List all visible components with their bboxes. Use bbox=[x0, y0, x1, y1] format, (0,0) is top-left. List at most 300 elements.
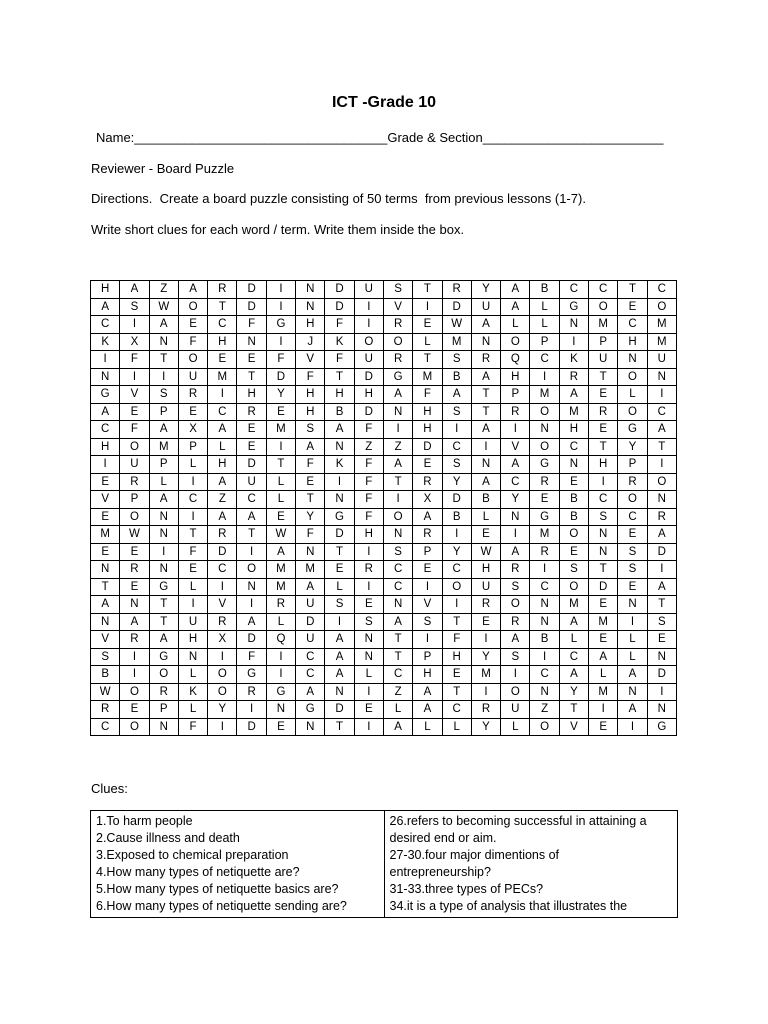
grid-cell: L bbox=[413, 718, 442, 736]
grid-cell: D bbox=[354, 403, 383, 421]
grid-cell: W bbox=[266, 526, 295, 544]
grid-cell: O bbox=[530, 438, 559, 456]
grid-cell: W bbox=[149, 298, 178, 316]
grid-cell: E bbox=[471, 526, 500, 544]
grid-row bbox=[91, 456, 677, 474]
grid-cell: T bbox=[383, 648, 412, 666]
grid-cell: H bbox=[413, 403, 442, 421]
grid-cell: U bbox=[178, 613, 207, 631]
grid-cell: I bbox=[647, 456, 676, 474]
grid-cell: M bbox=[530, 526, 559, 544]
grid-cell: L bbox=[178, 578, 207, 596]
grid-cell: F bbox=[325, 316, 354, 334]
grid-cell: I bbox=[178, 596, 207, 614]
grid-cell: H bbox=[589, 456, 618, 474]
grid-cell: C bbox=[530, 666, 559, 684]
grid-cell: A bbox=[120, 281, 149, 299]
grid-cell: A bbox=[647, 421, 676, 439]
grid-cell: I bbox=[589, 701, 618, 719]
grid-cell: R bbox=[442, 281, 471, 299]
grid-cell: L bbox=[266, 491, 295, 509]
grid-cell: Y bbox=[471, 718, 500, 736]
grid-cell: F bbox=[296, 526, 325, 544]
grid-cell: T bbox=[442, 683, 471, 701]
grid-cell: A bbox=[471, 421, 500, 439]
grid-cell: N bbox=[149, 561, 178, 579]
grid-cell: S bbox=[559, 561, 588, 579]
grid-cell: M bbox=[589, 613, 618, 631]
grid-cell: I bbox=[120, 648, 149, 666]
grid-cell: C bbox=[589, 491, 618, 509]
grid-cell: I bbox=[354, 543, 383, 561]
grid-cell: W bbox=[91, 683, 120, 701]
grid-cell: T bbox=[325, 543, 354, 561]
grid-cell: H bbox=[413, 421, 442, 439]
clue-line: 34.it is a type of analysis that illustrates the bbox=[389, 899, 628, 913]
grid-cell: N bbox=[383, 526, 412, 544]
grid-cell: Y bbox=[471, 648, 500, 666]
grid-cell: F bbox=[178, 333, 207, 351]
grid-cell: R bbox=[354, 561, 383, 579]
grid-cell: N bbox=[618, 596, 647, 614]
grid-cell: E bbox=[589, 386, 618, 404]
write-clues-instruction: Write short clues for each word / term. Write them inside the box. bbox=[91, 222, 465, 237]
grid-cell: E bbox=[413, 561, 442, 579]
grid-cell: Y bbox=[501, 491, 530, 509]
grid-cell: T bbox=[618, 281, 647, 299]
clue-line: 27-30.four major dimentions of bbox=[389, 848, 560, 862]
grid-cell: L bbox=[618, 648, 647, 666]
grid-cell: K bbox=[559, 351, 588, 369]
grid-cell: N bbox=[237, 333, 266, 351]
grid-cell: D bbox=[354, 368, 383, 386]
grid-cell: S bbox=[501, 648, 530, 666]
grid-cell: A bbox=[501, 543, 530, 561]
grid-cell: N bbox=[296, 298, 325, 316]
grid-cell: C bbox=[208, 403, 237, 421]
grid-cell: N bbox=[120, 596, 149, 614]
grid-row bbox=[91, 648, 677, 666]
grid-cell: M bbox=[471, 666, 500, 684]
grid-cell: R bbox=[471, 596, 500, 614]
grid-cell: M bbox=[589, 683, 618, 701]
grid-cell: I bbox=[266, 298, 295, 316]
grid-cell: A bbox=[91, 403, 120, 421]
grid-cell: I bbox=[354, 298, 383, 316]
grid-cell: T bbox=[178, 526, 207, 544]
grid-cell: R bbox=[266, 596, 295, 614]
grid-cell: Z bbox=[354, 438, 383, 456]
grid-cell: M bbox=[266, 421, 295, 439]
grid-cell: N bbox=[325, 491, 354, 509]
grid-cell: K bbox=[91, 333, 120, 351]
grid-cell: I bbox=[501, 526, 530, 544]
grid-cell: N bbox=[325, 438, 354, 456]
grid-cell: N bbox=[178, 648, 207, 666]
grid-cell: C bbox=[383, 561, 412, 579]
grid-cell: P bbox=[120, 491, 149, 509]
grid-cell: A bbox=[208, 508, 237, 526]
grid-cell: O bbox=[383, 508, 412, 526]
grid-cell: F bbox=[354, 508, 383, 526]
grid-cell: S bbox=[501, 578, 530, 596]
grid-cell: C bbox=[589, 281, 618, 299]
grid-cell: T bbox=[325, 368, 354, 386]
grid-cell: T bbox=[647, 438, 676, 456]
grid-cell: M bbox=[647, 333, 676, 351]
grid-row bbox=[91, 403, 677, 421]
grid-cell: L bbox=[501, 718, 530, 736]
grid-cell: U bbox=[296, 631, 325, 649]
grid-cell: L bbox=[178, 456, 207, 474]
grid-cell: F bbox=[178, 543, 207, 561]
grid-cell: I bbox=[237, 596, 266, 614]
grid-cell: Y bbox=[442, 543, 471, 561]
grid-cell: I bbox=[208, 718, 237, 736]
grid-cell: I bbox=[237, 701, 266, 719]
grid-cell: T bbox=[237, 368, 266, 386]
grid-cell: E bbox=[413, 316, 442, 334]
grid-cell: K bbox=[325, 456, 354, 474]
grid-cell: S bbox=[442, 351, 471, 369]
grid-cell: R bbox=[530, 543, 559, 561]
grid-cell: D bbox=[208, 543, 237, 561]
grid-cell: L bbox=[501, 316, 530, 334]
grid-cell: A bbox=[501, 456, 530, 474]
grid-cell: T bbox=[471, 386, 500, 404]
grid-cell: N bbox=[149, 526, 178, 544]
grid-cell: F bbox=[120, 351, 149, 369]
grid-cell: E bbox=[589, 718, 618, 736]
grid-cell: C bbox=[383, 666, 412, 684]
grid-cell: Q bbox=[266, 631, 295, 649]
grid-cell: D bbox=[237, 281, 266, 299]
clue-line: 1.To harm people bbox=[96, 814, 193, 828]
grid-cell: I bbox=[208, 578, 237, 596]
grid-cell: A bbox=[383, 386, 412, 404]
grid-cell: I bbox=[120, 368, 149, 386]
clue-line: desired end or aim. bbox=[389, 831, 497, 845]
grid-cell: T bbox=[296, 491, 325, 509]
grid-cell: R bbox=[91, 701, 120, 719]
grid-cell: N bbox=[589, 526, 618, 544]
grid-cell: L bbox=[471, 508, 500, 526]
grid-cell: L bbox=[589, 666, 618, 684]
grid-cell: H bbox=[296, 403, 325, 421]
grid-cell: D bbox=[589, 578, 618, 596]
grid-cell: O bbox=[589, 298, 618, 316]
grid-cell: L bbox=[149, 473, 178, 491]
grid-cell: O bbox=[442, 578, 471, 596]
grid-cell: I bbox=[501, 666, 530, 684]
grid-cell: G bbox=[266, 683, 295, 701]
grid-cell: L bbox=[559, 631, 588, 649]
grid-cell: C bbox=[559, 438, 588, 456]
grid-cell: O bbox=[208, 683, 237, 701]
clue-line: 26.refers to becoming successful in attaining a bbox=[389, 814, 647, 828]
grid-cell: U bbox=[120, 456, 149, 474]
clue-line: 3.Exposed to chemical preparation bbox=[96, 848, 289, 862]
grid-row bbox=[91, 281, 677, 299]
grid-cell: C bbox=[501, 473, 530, 491]
grid-cell: H bbox=[618, 333, 647, 351]
grid-cell: T bbox=[266, 456, 295, 474]
grid-cell: M bbox=[413, 368, 442, 386]
grid-cell: A bbox=[501, 281, 530, 299]
grid-row bbox=[91, 333, 677, 351]
grid-cell: R bbox=[120, 473, 149, 491]
grid-cell: A bbox=[471, 316, 500, 334]
grid-row bbox=[91, 473, 677, 491]
grid-cell: I bbox=[471, 631, 500, 649]
grid-cell: D bbox=[442, 491, 471, 509]
grid-cell: I bbox=[530, 561, 559, 579]
grid-row bbox=[91, 316, 677, 334]
grid-cell: N bbox=[91, 613, 120, 631]
grid-cell: U bbox=[501, 701, 530, 719]
grid-cell: O bbox=[237, 561, 266, 579]
grid-cell: A bbox=[325, 421, 354, 439]
directions-text: Directions. Create a board puzzle consisting of 50 terms from previous lessons (1-7). bbox=[91, 191, 586, 206]
grid-cell: W bbox=[120, 526, 149, 544]
grid-cell: T bbox=[589, 561, 618, 579]
grid-cell: U bbox=[296, 596, 325, 614]
grid-cell: I bbox=[501, 421, 530, 439]
grid-cell: R bbox=[559, 368, 588, 386]
grid-cell: A bbox=[471, 368, 500, 386]
grid-cell: A bbox=[149, 316, 178, 334]
grid-cell: H bbox=[237, 386, 266, 404]
grid-cell: I bbox=[266, 648, 295, 666]
grid-cell: M bbox=[266, 578, 295, 596]
grid-cell: S bbox=[647, 613, 676, 631]
grid-cell: R bbox=[413, 473, 442, 491]
grid-cell: I bbox=[559, 333, 588, 351]
grid-cell: T bbox=[149, 596, 178, 614]
grid-cell: R bbox=[383, 351, 412, 369]
grid-cell: L bbox=[442, 718, 471, 736]
grid-cell: E bbox=[178, 316, 207, 334]
grid-cell: V bbox=[559, 718, 588, 736]
grid-row bbox=[91, 351, 677, 369]
grid-cell: B bbox=[559, 508, 588, 526]
grid-row bbox=[91, 683, 677, 701]
grid-cell: I bbox=[354, 718, 383, 736]
grid-cell: G bbox=[383, 368, 412, 386]
grid-cell: F bbox=[237, 648, 266, 666]
grid-cell: A bbox=[120, 613, 149, 631]
grid-cell: A bbox=[237, 613, 266, 631]
grid-cell: N bbox=[354, 631, 383, 649]
grid-cell: E bbox=[618, 526, 647, 544]
grid-cell: L bbox=[178, 701, 207, 719]
grid-cell: G bbox=[91, 386, 120, 404]
grid-cell: T bbox=[589, 438, 618, 456]
grid-cell: O bbox=[559, 526, 588, 544]
grid-cell: H bbox=[559, 421, 588, 439]
grid-cell: H bbox=[178, 631, 207, 649]
grid-cell: I bbox=[413, 578, 442, 596]
grid-cell: O bbox=[354, 333, 383, 351]
grid-cell: S bbox=[413, 613, 442, 631]
grid-cell: E bbox=[120, 403, 149, 421]
grid-cell: O bbox=[501, 683, 530, 701]
grid-cell: I bbox=[647, 561, 676, 579]
grid-cell: V bbox=[120, 386, 149, 404]
grid-cell: R bbox=[120, 631, 149, 649]
grid-cell: A bbox=[559, 386, 588, 404]
grid-cell: A bbox=[618, 666, 647, 684]
grid-cell: R bbox=[413, 526, 442, 544]
grid-cell: C bbox=[208, 561, 237, 579]
grid-cell: E bbox=[266, 508, 295, 526]
grid-cell: C bbox=[383, 578, 412, 596]
grid-cell: F bbox=[354, 491, 383, 509]
grid-cell: H bbox=[91, 438, 120, 456]
grid-cell: G bbox=[149, 578, 178, 596]
grid-cell: D bbox=[266, 368, 295, 386]
grid-cell: M bbox=[559, 596, 588, 614]
grid-cell: X bbox=[413, 491, 442, 509]
grid-cell: N bbox=[383, 596, 412, 614]
grid-cell: I bbox=[266, 666, 295, 684]
grid-cell: F bbox=[296, 456, 325, 474]
grid-cell: N bbox=[501, 508, 530, 526]
grid-cell: S bbox=[383, 543, 412, 561]
grid-cell: T bbox=[442, 613, 471, 631]
grid-cell: L bbox=[325, 578, 354, 596]
grid-cell: N bbox=[530, 683, 559, 701]
grid-cell: C bbox=[647, 403, 676, 421]
grid-cell: C bbox=[296, 648, 325, 666]
grid-cell: V bbox=[296, 351, 325, 369]
grid-cell: I bbox=[442, 421, 471, 439]
grid-cell: V bbox=[208, 596, 237, 614]
grid-cell: C bbox=[91, 718, 120, 736]
grid-cell: G bbox=[325, 508, 354, 526]
grid-cell: F bbox=[237, 316, 266, 334]
grid-cell: N bbox=[471, 456, 500, 474]
grid-cell: A bbox=[442, 386, 471, 404]
grid-cell: F bbox=[266, 351, 295, 369]
grid-cell: D bbox=[325, 298, 354, 316]
grid-cell: N bbox=[530, 613, 559, 631]
grid-cell: I bbox=[413, 298, 442, 316]
grid-row bbox=[91, 438, 677, 456]
grid-cell: U bbox=[354, 281, 383, 299]
grid-cell: T bbox=[383, 631, 412, 649]
grid-cell: N bbox=[647, 701, 676, 719]
grid-cell: O bbox=[501, 333, 530, 351]
grid-cell: E bbox=[354, 596, 383, 614]
grid-cell: D bbox=[413, 438, 442, 456]
grid-cell: D bbox=[647, 543, 676, 561]
grid-cell: R bbox=[237, 683, 266, 701]
grid-cell: H bbox=[208, 456, 237, 474]
grid-cell: A bbox=[208, 421, 237, 439]
clue-line: 2.Cause illness and death bbox=[96, 831, 240, 845]
grid-cell: J bbox=[296, 333, 325, 351]
grid-cell: R bbox=[618, 473, 647, 491]
grid-cell: B bbox=[91, 666, 120, 684]
grid-cell: F bbox=[354, 456, 383, 474]
grid-cell: N bbox=[471, 333, 500, 351]
grid-cell: C bbox=[559, 281, 588, 299]
grid-row bbox=[91, 491, 677, 509]
grid-cell: I bbox=[208, 648, 237, 666]
grid-cell: E bbox=[413, 456, 442, 474]
grid-cell: I bbox=[266, 438, 295, 456]
grid-cell: D bbox=[442, 298, 471, 316]
grid-cell: Z bbox=[383, 438, 412, 456]
grid-row bbox=[91, 613, 677, 631]
grid-cell: S bbox=[354, 613, 383, 631]
grid-cell: E bbox=[618, 578, 647, 596]
grid-cell: T bbox=[149, 351, 178, 369]
grid-cell: B bbox=[530, 281, 559, 299]
grid-cell: D bbox=[325, 701, 354, 719]
grid-cell: Y bbox=[559, 683, 588, 701]
grid-cell: O bbox=[618, 368, 647, 386]
grid-cell: C bbox=[91, 421, 120, 439]
grid-cell: A bbox=[237, 508, 266, 526]
grid-row bbox=[91, 508, 677, 526]
grid-row bbox=[91, 718, 677, 736]
grid-cell: F bbox=[325, 351, 354, 369]
grid-cell: I bbox=[413, 631, 442, 649]
clue-line: 4.How many types of netiquette are? bbox=[96, 865, 300, 879]
grid-cell: A bbox=[149, 491, 178, 509]
grid-cell: R bbox=[208, 526, 237, 544]
grid-cell: A bbox=[296, 578, 325, 596]
grid-cell: E bbox=[296, 473, 325, 491]
grid-cell: I bbox=[442, 526, 471, 544]
grid-cell: E bbox=[120, 578, 149, 596]
grid-cell: N bbox=[618, 351, 647, 369]
grid-cell: F bbox=[296, 368, 325, 386]
grid-cell: A bbox=[618, 701, 647, 719]
grid-cell: I bbox=[237, 543, 266, 561]
grid-cell: F bbox=[354, 421, 383, 439]
grid-cell: C bbox=[559, 648, 588, 666]
grid-cell: I bbox=[618, 613, 647, 631]
grid-cell: C bbox=[530, 351, 559, 369]
grid-cell: O bbox=[530, 718, 559, 736]
name-section-line: Name:___________________________________Grade & Section_________________________ bbox=[96, 130, 664, 145]
grid-cell: P bbox=[413, 543, 442, 561]
grid-cell: N bbox=[354, 648, 383, 666]
grid-cell: O bbox=[120, 683, 149, 701]
page-title: ICT -Grade 10 bbox=[331, 94, 437, 111]
grid-cell: I bbox=[208, 386, 237, 404]
grid-cell: U bbox=[471, 298, 500, 316]
grid-cell: N bbox=[296, 281, 325, 299]
grid-cell: H bbox=[296, 316, 325, 334]
grid-cell: S bbox=[589, 508, 618, 526]
grid-cell: H bbox=[354, 386, 383, 404]
grid-cell: V bbox=[383, 298, 412, 316]
grid-cell: M bbox=[296, 561, 325, 579]
grid-cell: O bbox=[208, 666, 237, 684]
grid-cell: E bbox=[325, 561, 354, 579]
grid-cell: O bbox=[120, 718, 149, 736]
grid-cell: O bbox=[559, 578, 588, 596]
grid-cell: L bbox=[266, 613, 295, 631]
grid-cell: U bbox=[178, 368, 207, 386]
grid-cell: A bbox=[383, 456, 412, 474]
grid-cell: R bbox=[471, 701, 500, 719]
grid-cell: E bbox=[178, 403, 207, 421]
